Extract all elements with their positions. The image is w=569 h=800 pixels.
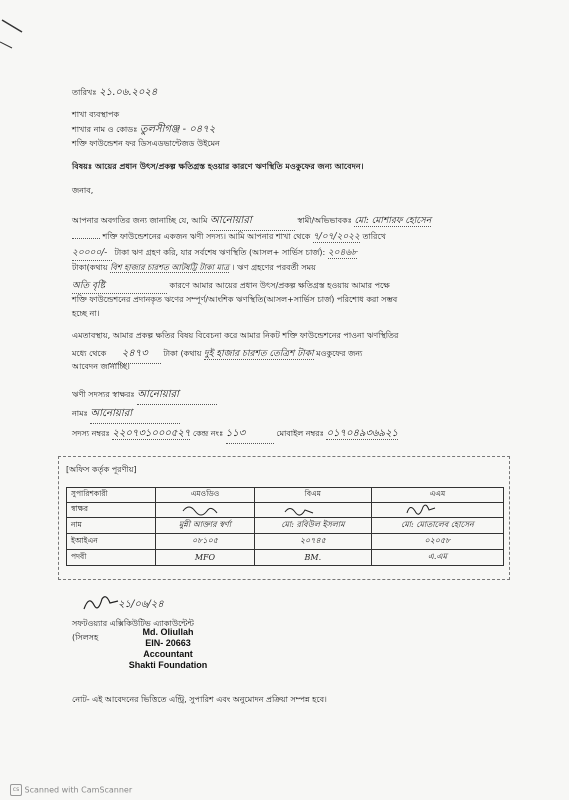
row-label: পদবী: [67, 550, 156, 566]
body-line-3: [72, 245, 357, 261]
table-row: [67, 534, 504, 550]
mobile-handwritten: ০১৭০৪৯৩৬৯২১: [326, 428, 398, 439]
member-id-line: [72, 426, 398, 444]
table-row: [67, 550, 504, 566]
table-cell: BM.: [254, 550, 371, 566]
date-value: ২১.০৬.২০২৪: [99, 87, 158, 98]
accountant-signature-date: ২১/০৬/২৪: [118, 599, 164, 610]
member-name-handwritten: আনোয়ারা: [210, 213, 295, 231]
table-cell: ০৮১০৫: [156, 534, 255, 550]
stamp-line: Md. Oliullah: [142, 627, 194, 637]
recommendation-table: [66, 487, 504, 566]
scanner-watermark: [10, 784, 132, 796]
table-row: [67, 518, 504, 534]
member-no-handwritten: ২২০৭৩১০০০৫২৭: [112, 428, 191, 439]
seal-label: (সিলসহ: [72, 633, 99, 642]
table-cell: ০২০৫৮: [371, 534, 503, 550]
body-text: মধ্যে থেকে: [72, 349, 107, 358]
body-text: টাকা ঋণ গ্রহণ করি, যার সর্বশেষ ঋণস্থিতি (আসল+ সার্ভিস চার্জ):: [114, 248, 326, 257]
loan-amount-handwritten: ২০০০০/-: [72, 245, 112, 261]
date-line: [72, 85, 157, 102]
row-label: নাম: [67, 518, 156, 534]
member-signature-line: [72, 387, 217, 405]
footer-note: নোট- এই আবেদনের ভিত্তিতে এন্ট্রি, সুপারিশ এবং অনুমোদন প্রক্রিয়া সম্পন্ন হবে।: [72, 695, 327, 704]
table-cell: এ.এম: [371, 550, 503, 566]
body-line-7: হচ্ছে না।: [72, 309, 100, 318]
signature-scribbles: [175, 501, 495, 517]
signature-label: ঋণী সদস্যর স্বাক্ষরঃ: [72, 390, 135, 399]
body-line-4: [72, 262, 316, 275]
mobile-label: মোবাইল নম্বরঃ: [276, 429, 324, 438]
header-cell: এএম: [371, 488, 503, 503]
member-no-label: সদস্য নম্বরঃ: [72, 429, 110, 438]
balance-handwritten: ২০৪৬৮: [327, 248, 358, 258]
waive-amount-handwritten: ২৪৭৩: [109, 346, 161, 364]
waive-words-handwritten: দুই হাজার চারশত তেত্রিশ টাকা: [203, 349, 314, 359]
row-label: ইআইএন: [67, 534, 156, 550]
subject-text: আয়ের প্রধান উৎস/প্রকল্প ক্ষতিগ্রস্ত হওয়ার কারণে ঋণস্থিতি মওকুফের জন্য আবেদন।: [94, 162, 364, 171]
watermark-text: Scanned with CamScanner: [24, 785, 133, 795]
branch-label: শাখার নাম ও কোডঃ: [72, 125, 138, 134]
camscanner-icon: cs: [10, 784, 22, 796]
body-text: টাকা (কথায়: [163, 349, 202, 358]
table-cell: ২০৭৪৫: [254, 534, 371, 550]
cause-handwritten: অতি বৃষ্টি: [72, 278, 167, 294]
table-cell: মো: রবিউল ইসলাম: [254, 518, 371, 534]
accountant-signature-scribble: [82, 593, 122, 615]
center-handwritten: ১১৩: [226, 426, 274, 444]
loan-date-handwritten: ৭/০৭/২০২২: [312, 232, 360, 242]
name-label: নামঃ: [72, 409, 88, 418]
table-cell: MFO: [156, 550, 255, 566]
body-text: টাকা(কথায়: [72, 263, 108, 272]
stamp-line: EIN- 20663: [145, 638, 191, 648]
husband-label: স্বামী/অভিভাবকঃ: [297, 216, 352, 225]
balance-words-handwritten: বিশ হাজার চারশত আটষট্টি টাকা মাত্র: [110, 263, 230, 272]
body-text: । ঋণ গ্রহণের পরবর্তী সময়: [231, 263, 316, 272]
member-name-line: [72, 406, 180, 424]
subject-line: [72, 161, 363, 174]
body-text: কারণে আমার আয়ের প্রধান উৎস/প্রকল্প ক্ষতিগ্রস্ত হওয়ায় আমার পক্ষে: [169, 281, 390, 290]
stamp-line: Accountant: [143, 649, 193, 659]
para2-line-1: এমতাবস্থায়, আমার প্রকল্প ক্ষতির বিষয় বিবেচনা করে আমার নিকট শক্তি ফাউন্ডেশনের পাওনা ঋণস্থিতির: [72, 331, 399, 340]
body-text: শক্তি ফাউন্ডেশনের একজন ঋণী সদস্য। আমি আপনার শাখা থেকে: [102, 232, 311, 241]
table-cell: মুন্নী আক্তার স্বর্ণা: [156, 518, 255, 534]
header-cell: সুপারিশকারী: [67, 488, 156, 503]
accountant-stamp: [118, 627, 218, 671]
body-text: মওকুফের জন্য: [316, 349, 363, 358]
branch-line: [72, 122, 215, 139]
body-text: আপনার অবগতির জন্য জানাচ্ছি যে, আমি: [72, 216, 208, 225]
husband-name-handwritten: মো: মোশারফ হোসেন: [354, 216, 432, 226]
subject-label: বিষয়ঃ: [72, 162, 93, 171]
table-cell: মো: মোতালেব হোসেন: [371, 518, 503, 534]
scan-edge-marks: [0, 0, 30, 60]
body-line-6: শক্তি ফাউন্ডেশনের প্রদানকৃত ঋণের সম্পূর্ণ/আংশিক ঋণস্থিতি(আসল+সার্ভিস চার্জ) পরিশোধ করা সম্ভব: [72, 295, 398, 304]
header-cell: এমওডিও: [156, 488, 255, 503]
para2-line-3: আবেদন জানাচ্ছি।: [72, 362, 130, 371]
stamp-line: Shakti Foundation: [128, 660, 208, 670]
date-label: তারিখঃ: [72, 88, 97, 97]
body-text: তারিখে: [362, 232, 386, 241]
organization-name: শক্তি ফাউন্ডেশন ফর ডিসএডভান্টেজড উইমেন: [72, 139, 220, 148]
header-cell: বিএম: [254, 488, 371, 503]
branch-value: তুলসীগঞ্জ - ০৪৭২: [139, 124, 216, 135]
accountant-title: সফটওয়্যার এক্সিকিউটিভ এ্যাকাউন্টেন্ট: [72, 619, 194, 628]
salutation: জনাব,: [72, 186, 94, 195]
body-line-2: [72, 229, 386, 244]
center-label: কেন্দ্র নংঃ: [192, 429, 224, 438]
recipient: শাখা ব্যবস্থাপক: [72, 110, 120, 119]
member-name: আনোয়ারা: [90, 406, 180, 424]
body-line-5: [72, 278, 390, 294]
member-signature: আনোয়ারা: [137, 387, 217, 405]
row-label: স্বাক্ষর: [67, 503, 156, 518]
office-section-title: [অফিস কর্তৃক পূরণীয়]: [66, 465, 137, 474]
